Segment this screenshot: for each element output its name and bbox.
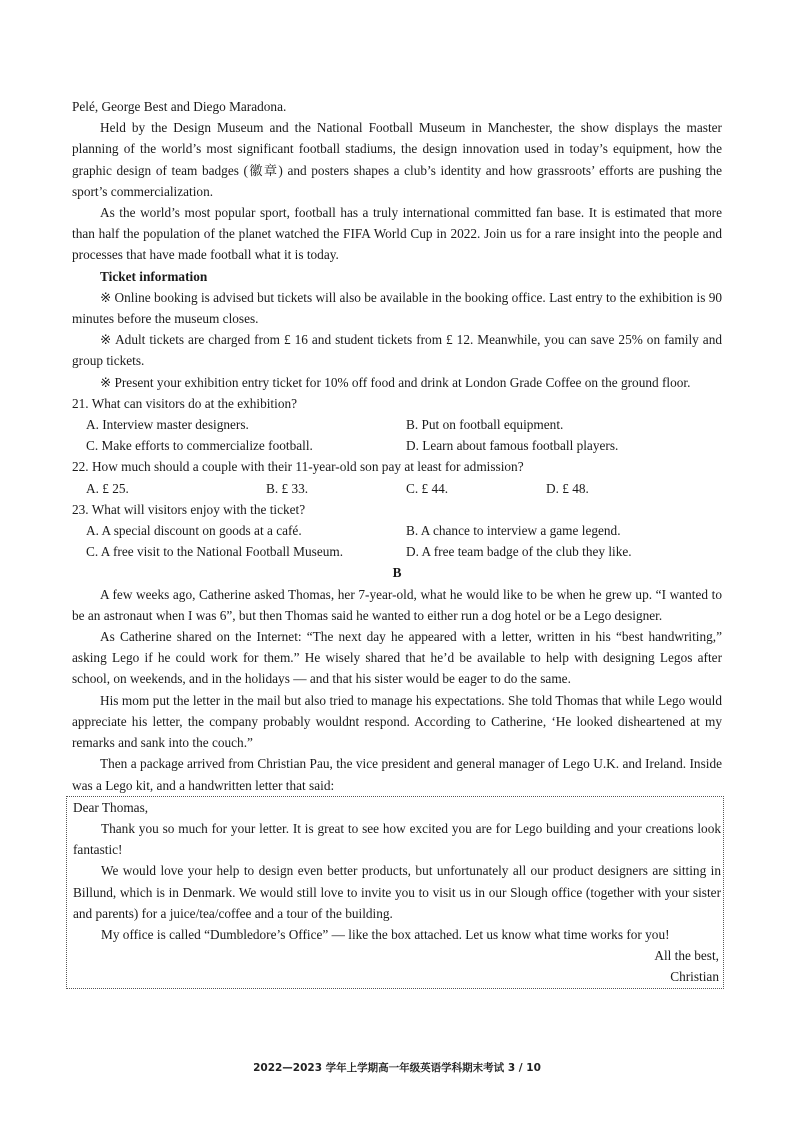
question-options [72, 478, 722, 499]
option-d[interactable]: D. A free team badge of the club they like. [406, 544, 632, 560]
option-c[interactable]: C. £ 44. [406, 480, 449, 496]
section-b-heading: B [392, 565, 402, 581]
letter-greeting: Dear Thomas, [73, 799, 149, 815]
question-stem: 21. What can visitors do at the exhibition? [72, 395, 298, 411]
page-footer: 2022—2023 学年上学期高一年级英语学科期末考试 3 / 10 [253, 1062, 541, 1074]
question-22 [72, 456, 722, 498]
letter-signature: Christian [670, 969, 719, 985]
question-23 [72, 499, 722, 563]
option-b[interactable]: B. £ 33. [266, 480, 309, 496]
option-a[interactable]: A. £ 25. [86, 480, 129, 496]
option-c[interactable]: C. A free visit to the National Football Museum. [86, 544, 344, 560]
option-d[interactable]: D. £ 48. [546, 480, 589, 496]
option-b[interactable]: B. A chance to interview a game legend. [406, 523, 621, 539]
passage-a-paragraph-1: Held by the Design Museum and the National Football Museum in Manchester, the show displays the master planning of the world’s most significant football stadiums, the design innovation used in today’s equipment, how the graphic design of team badges (徽章) and posters shapes a club’s identity and how grassroots’ efforts are pushing the sport’s commercialization. [72, 120, 722, 199]
exam-page [72, 96, 722, 989]
letter-paragraph-1: Thank you so much for your letter. It is great to see how excited you are for Lego building and your creations look fantastic! [73, 820, 721, 858]
letter-closing: All the best, [654, 948, 719, 964]
passage-b-paragraph-3: His mom put the letter in the mail but also tried to manage his expectations. She told Thomas that while Lego would appreciate his letter, the company probably wouldnt respond. According to Catherine, ‘He looked disheartened at my remarks and sank into the couch.” [72, 692, 722, 751]
option-c[interactable]: C. Make efforts to commercialize football. [86, 438, 313, 454]
question-21 [72, 393, 722, 457]
option-d[interactable]: D. Learn about famous football players. [406, 438, 619, 454]
ticket-item-3: ※ Present your exhibition entry ticket for 10% off food and drink at London Grade Coffee on the ground floor. [100, 374, 691, 390]
letter-paragraph-2: We would love your help to design even better products, but unfortunately all our product designers are sitting in Billund, which is in Denmark. We would still love to invite you to visit us in our Slough office (together with your sister and parents) for a juice/tea/coffee and a tour of the building. [73, 863, 721, 921]
passage-a-paragraph-2: As the world’s most popular sport, football has a truly international committed fan base. It is estimated that more than half the population of the planet watched the FIFA World Cup in 2022. Join us for a rare insight into the people and processes that have made football what it is today. [72, 205, 722, 263]
option-a[interactable]: A. A special discount on goods at a café. [86, 523, 302, 539]
passage-a-fragment: Pelé, George Best and Diego Maradona. [72, 99, 287, 114]
passage-b-paragraph-2: As Catherine shared on the Internet: “The next day he appeared with a letter, written in his “best handwriting,” asking Lego if he could work for them.” He wisely shared that he’d be available to help with designing Legos after school, on weekends, and in the holidays — and that his sister would be eager to do the same. [72, 629, 722, 687]
ticket-item-2: ※ Adult tickets are charged from £ 16 and student tickets from £ 12. Meanwhile, you can save 25% on family and group tickets. [72, 332, 722, 369]
letter-paragraph-3: My office is called “Dumbledore’s Office” — like the box attached. Let us know what time works for you! [101, 926, 670, 942]
question-stem: 23. What will visitors enjoy with the ticket? [72, 501, 306, 517]
passage-b-paragraph-1: A few weeks ago, Catherine asked Thomas, her 7-year-old, what he would like to be when he grew up. “I wanted to be an astronaut when I was 6”, but then Thomas said he wanted to either run a dog hotel or be a Lego designer. [72, 586, 722, 623]
lego-letter-box [66, 796, 724, 989]
ticket-heading: Ticket information [100, 268, 208, 284]
passage-b-paragraph-4: Then a package arrived from Christian Pau, the vice president and general manager of Lego U.K. and Ireland. Inside was a Lego kit, and a handwritten letter that said: [72, 756, 722, 793]
ticket-item-1: ※ Online booking is advised but tickets will also be available in the booking office. Last entry to the exhibition is 90 minutes before the museum closes. [72, 289, 722, 327]
question-options [72, 520, 722, 562]
question-options [72, 414, 722, 456]
question-stem: 22. How much should a couple with their 11-year-old son pay at least for admission? [72, 459, 524, 475]
option-a[interactable]: A. Interview master designers. [86, 417, 249, 433]
option-b[interactable]: B. Put on football equipment. [406, 417, 564, 433]
